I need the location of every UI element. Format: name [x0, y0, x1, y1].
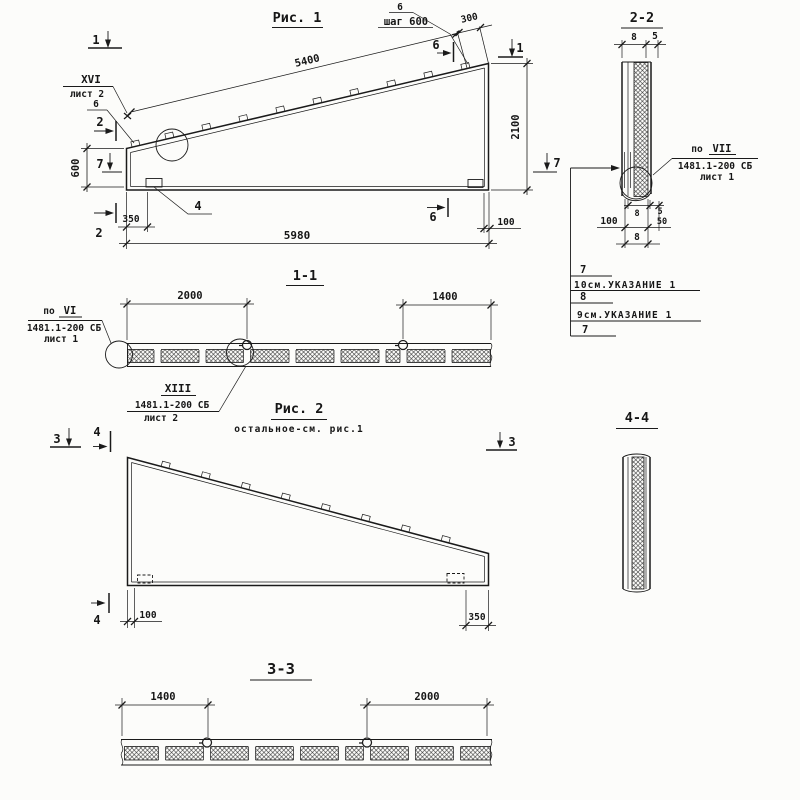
fig1-callout-pos6: [87, 99, 134, 143]
sec22-node-po: по: [691, 144, 703, 155]
fig2-section-marker-3-right: [486, 432, 517, 450]
fig2-section-marker-3-left: [50, 428, 81, 447]
fig2-section-marker-4-bottom: [91, 593, 109, 627]
sec33-dim-1400: [115, 691, 215, 737]
figure-2: [50, 401, 517, 631]
sec33-dim-2000: [360, 691, 494, 737]
fig2-dim-100: [120, 588, 162, 628]
fig1-dim-100: [477, 192, 521, 249]
sec44-title: 4-4: [624, 410, 650, 426]
sec22-dim-50: 50: [656, 217, 668, 227]
sec11-title: 1-1: [292, 268, 318, 284]
fig2-slope-embeds: [161, 461, 450, 543]
sec1-label-right: 1: [516, 41, 524, 55]
fig1-section-marker-1-right: [498, 39, 524, 57]
fig1-dim-350: [118, 192, 155, 249]
sec22-dim-8-top: 8: [631, 32, 637, 43]
sec11-node-sheet: лист 1: [43, 334, 79, 345]
fig2-dim-350-label: 350: [468, 612, 486, 623]
sec22-strip: [620, 62, 652, 201]
sec2-label-top: 2: [96, 115, 104, 129]
figure-1: [63, 2, 561, 249]
callout-xvi-sheet: лист 2: [69, 89, 105, 100]
sec11-dim-1400: [396, 291, 498, 340]
section-2-2: [571, 10, 759, 336]
fig1-callout-pos4: [154, 187, 212, 214]
sec11-dim-2000: [120, 290, 254, 340]
fig2-plate-right: [447, 574, 464, 584]
pos6-label: 6: [93, 99, 99, 110]
sec22-dims-top: [614, 31, 666, 58]
sec22-node-sheet: лист 1: [699, 172, 735, 183]
dim-100: 100: [497, 217, 515, 228]
fig2-panel-outline: [128, 458, 489, 586]
sec1-label: 1: [92, 33, 100, 47]
fig2-sec4-bottom: 4: [93, 613, 101, 627]
fig1-section-marker-1-left: [88, 31, 122, 48]
sec33-title: 3-3: [267, 660, 295, 678]
layer-0: 7: [580, 264, 587, 276]
sec22-node-num: VII: [712, 143, 732, 155]
section-1-1: [27, 268, 498, 424]
section-3-3: [115, 660, 494, 765]
fig1-dim-300: [452, 11, 492, 68]
fig1-panel-outline: [127, 64, 489, 191]
node7-label-left: 7: [96, 157, 104, 171]
fig1-callout-xvi: [63, 73, 131, 119]
fig2-sec3-left: 3: [53, 432, 61, 446]
step-note: шаг 600: [383, 16, 429, 28]
fig1-node7-right: [533, 153, 561, 172]
fig2-sec4-top: 4: [93, 425, 101, 439]
layer-3: 9см.УКАЗАНИЕ 1: [577, 310, 673, 321]
sec11-callout-xiii: [127, 366, 246, 424]
sec22-node-callout: [653, 143, 758, 183]
fig2-dim-350: [459, 590, 496, 631]
layer-2: 8: [580, 291, 587, 303]
sec6-label-bottom: 6: [429, 210, 437, 224]
fig1-plate-left: [146, 179, 162, 188]
fig1-dim-2100: [491, 58, 533, 195]
fig2-dim-100-label: 100: [139, 610, 157, 621]
sec33-strip: [121, 740, 492, 766]
sec11-node-doc: 1481.1-200 СБ: [26, 323, 102, 334]
fig1-section-marker-2-top: [94, 115, 116, 141]
sec22-dims-bottom: [597, 199, 671, 248]
layer-4: 7: [582, 324, 589, 336]
sec33-dim-1400-label: 1400: [150, 691, 176, 703]
fig2-section-marker-4-top: [93, 425, 111, 452]
fig2-title: Рис. 2: [274, 401, 324, 417]
fig1-node7-left: [96, 153, 122, 172]
sec44-strip: [623, 454, 650, 592]
sec11-dim-2000-label: 2000: [177, 290, 203, 302]
sec22-node-doc: 1481.1-200 СБ: [677, 161, 753, 172]
sec11-xiii-sheet: лист 2: [143, 413, 179, 424]
sec11-xiii-doc: 1481.1-200 СБ: [134, 400, 210, 411]
sec11-node-num: VI: [63, 305, 77, 317]
sec22-dim-8-mid: 8: [634, 209, 640, 219]
dim-350: 350: [122, 214, 140, 225]
dim-5400: 5400: [293, 52, 321, 70]
fig1-section-marker-6-top: [432, 38, 453, 62]
sec33-dim-2000-label: 2000: [414, 691, 440, 703]
sec11-node-po: по: [43, 306, 55, 317]
sec11-node-callout: [27, 305, 111, 345]
sec11-strip: [127, 344, 492, 367]
sec22-title: 2-2: [629, 10, 655, 26]
dim-300: 300: [459, 11, 480, 26]
dim-5980: 5980: [283, 229, 311, 242]
sec22-dim-5-top: 5: [652, 31, 658, 42]
sec22-dim-5: 5: [657, 207, 663, 217]
sec6-label-top: 6: [432, 38, 440, 52]
fig1-dim-5400: [128, 31, 460, 116]
fig1-section-marker-6-bottom: [427, 198, 448, 224]
pos4-label: 4: [194, 199, 202, 213]
dim-2100: 2100: [510, 114, 522, 140]
sec11-dim-1400-label: 1400: [432, 291, 458, 303]
fig2-subtitle: остальное-см. рис.1: [234, 424, 364, 435]
dim-600: 600: [70, 158, 82, 178]
fig1-section-marker-2-bottom: [94, 203, 116, 240]
layer-1: 10см.УКАЗАНИЕ 1: [574, 280, 677, 291]
sec11-lifting-loop-right: [395, 341, 408, 350]
step-pos-num: 6: [397, 2, 403, 13]
fig1-title: Рис. 1: [272, 10, 322, 26]
sec2-label-bottom: 2: [95, 226, 103, 240]
fig1-step-callout: [378, 2, 468, 64]
sec11-xiii-label: XIII: [164, 382, 192, 395]
fig1-slope-embeds: [131, 63, 470, 148]
fig2-sec3-right: 3: [508, 435, 516, 449]
sec22-dim-8-bot: 8: [634, 232, 640, 243]
sec22-dim-100: 100: [600, 216, 618, 227]
node7-label-right: 7: [553, 156, 561, 170]
fig1-dim-5980: [119, 229, 497, 247]
callout-xvi-label: XVI: [81, 73, 101, 86]
section-4-4: [616, 410, 658, 592]
sec11-lifting-loop-left: [239, 341, 252, 350]
